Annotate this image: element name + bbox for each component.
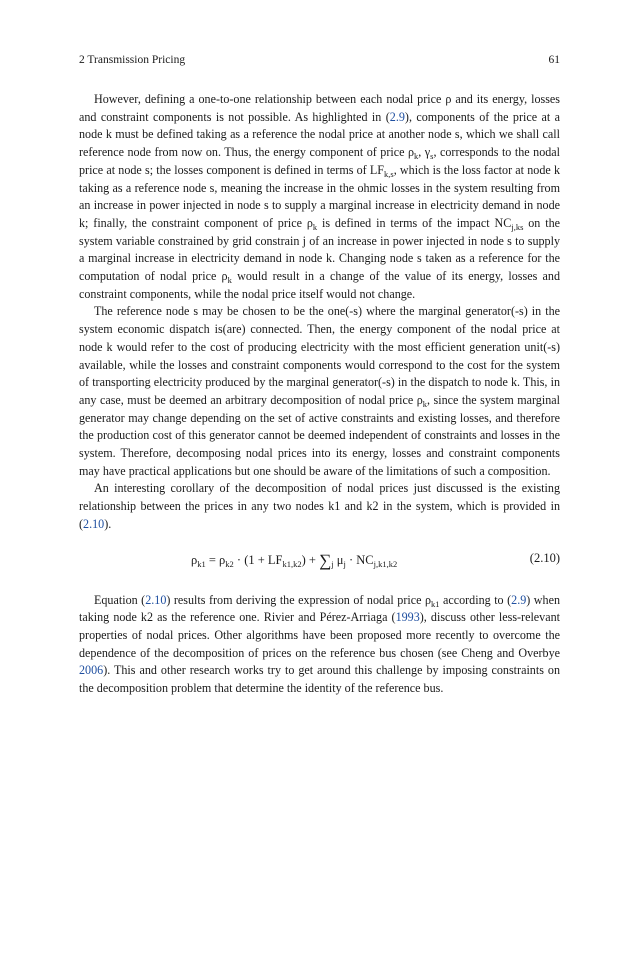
paragraph-3: An interesting corollary of the decomposition of nodal prices just discussed is the existing relationship between the prices in any two nodes k1 and k2 in the system, which is provided in (2.10). xyxy=(79,481,560,531)
equation-number: (2.10) xyxy=(529,550,560,565)
page-number: 61 xyxy=(548,54,560,66)
page-body xyxy=(79,91,560,698)
paragraph-4: Equation (2.10) results from deriving the expression of nodal price $\rho_{k1}$ according to (2.9) when taking node k2 as the reference one. Rivier and Pérez-Arriaga (1993), discuss other less-relevant properties of nodal prices. Other algorithms have been proposed more recently to overcome the dependence of the decomposition of prices on the reference bus chosen (see Cheng and Overbye 2006). This and other research works try to get around this challenge by imposing constraints on the decomposition problem that determine the identity of the reference bus. xyxy=(79,592,560,696)
ref-link-cheng-2006[interactable]: 2006 xyxy=(79,663,104,678)
page-header xyxy=(79,54,560,70)
ref-link-rivier-1993[interactable]: 1993 xyxy=(395,610,420,625)
eq-link-2-9[interactable]: 2.9 xyxy=(389,109,405,124)
running-head: 2 Transmission Pricing xyxy=(79,54,186,66)
equation-body: $\rho_{k1} = \rho_{k2} \cdot (1 + LF_{k1,k2}) + \sum_j$ $\mu_j \cdot NC_{j,k1,k2}$ xyxy=(191,550,398,570)
eq-link-2-10b[interactable]: 2.10 xyxy=(145,592,167,607)
eq-link-2-9b[interactable]: 2.9 xyxy=(511,592,527,607)
paragraph-1: However, defining a one-to-one relationship between each nodal price ρ and its energy, losses and constraint components is not possible. As highlighted in (2.9), components of the price at a node k must be defined taking as a reference the nodal price at another node s, which we shall call reference node from now on. Thus, the energy component of price $\rho_k$, $\gamma_s$, corresponds to the nodal price at node s; the losses component is defined in terms of $LF_{k,s}$, which is the loss factor at node k taking as a reference node s, meaning the increase in the ohmic losses in the system resulting from an increase in power injected in node s to supply a marginal increase in electricity demand in node k; finally, the constraint component of price $\rho_k$ is defined in terms of the impact $NC_{j,ks}$ on the system variable constrained by grid constrain j of an increase in power injected in node s to supply a marginal increase in electricity demand in node k. Changing node s taken as a reference for the computation of nodal price $\rho_k$ would result in a change of the value of its energy, losses and constraint components, while the nodal price itself would not change. xyxy=(79,92,561,301)
equation-2-10 xyxy=(79,540,560,584)
paragraph-2: The reference node s may be chosen to be the one(-s) where the marginal generator(-s) in the system economic dispatch is(are) connected. Then, the energy component of the nodal price at node k would refer to the cost of producing electricity with the most efficient generation unit(-s) available, while the losses and constraint components would correspond to the cost for the system of transporting electricity produced by the marginal generator(-s) in the dispatch to node k. This, in any case, must be deemed an arbitrary decomposition of nodal price $\rho_k$, since the system marginal generator may change depending on the set of active constraints and existing losses, and therefore the production cost of this generator cannot be deemed independent of constraints and losses in the system. Therefore, decomposing nodal prices into its energy, losses and constraint components may have practical applications but one should be aware of the limitations of such a composition. xyxy=(79,304,560,478)
eq-link-2-10[interactable]: 2.10 xyxy=(83,516,105,531)
